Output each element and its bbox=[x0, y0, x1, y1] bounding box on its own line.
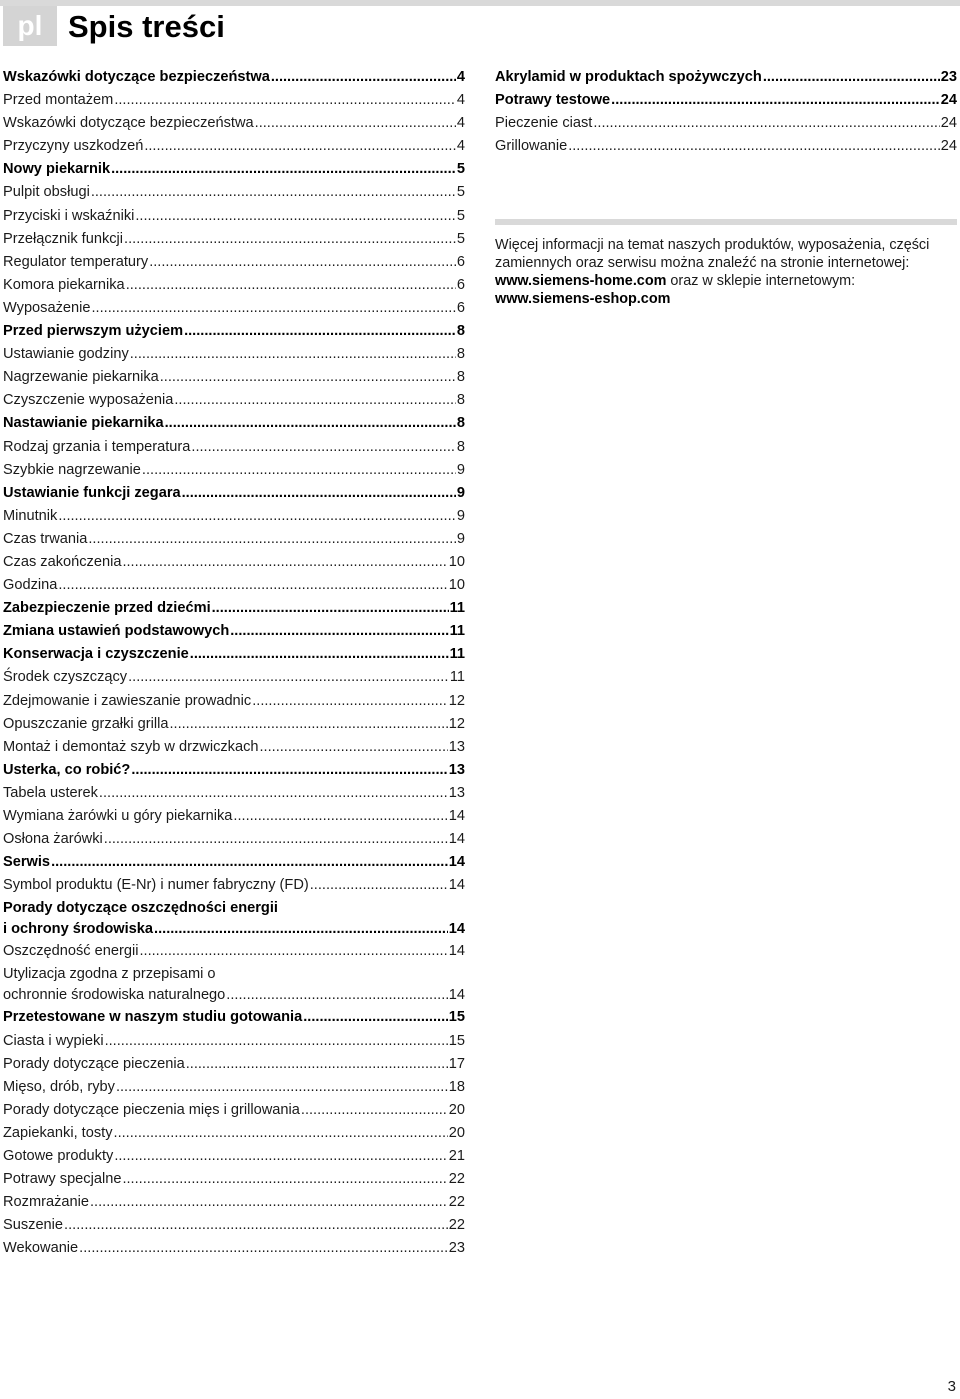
toc-entry-page: 14 bbox=[448, 986, 465, 1003]
toc-entry[interactable] bbox=[3, 828, 465, 851]
toc-entry[interactable] bbox=[3, 135, 465, 158]
toc-entry-page: 5 bbox=[456, 207, 465, 224]
toc-entry-label: Potrawy testowe bbox=[495, 92, 611, 109]
toc-entry[interactable] bbox=[3, 528, 465, 551]
language-badge: pl bbox=[3, 6, 57, 46]
toc-entry[interactable] bbox=[3, 459, 465, 482]
toc-entry-label: Przełącznik funkcji bbox=[3, 230, 124, 247]
toc-entry-label: Akrylamid w produktach spożywczych bbox=[495, 69, 762, 85]
top-rule bbox=[0, 0, 960, 6]
toc-entry-page: 23 bbox=[448, 1240, 465, 1257]
dot-leader bbox=[142, 459, 456, 482]
toc-entry-label: Wskazówki dotyczące bezpieczeństwa bbox=[3, 115, 254, 132]
toc-entry-page: 8 bbox=[456, 346, 465, 363]
dot-leader bbox=[212, 597, 449, 620]
toc-entry-page: 23 bbox=[940, 69, 957, 85]
toc-entry[interactable] bbox=[3, 320, 465, 343]
toc-entry-label: Minutnik bbox=[3, 507, 58, 524]
toc-entry-label: Montaż i demontaż szyb w drzwiczkach bbox=[3, 738, 259, 755]
toc-entry-label-continued: ochronnie środowiska naturalnego bbox=[3, 986, 226, 1003]
toc-right-column bbox=[495, 66, 957, 158]
toc-entry[interactable] bbox=[3, 666, 465, 689]
dot-leader bbox=[233, 805, 447, 828]
toc-entry-label: Środek czyszczący bbox=[3, 669, 128, 686]
toc-entry[interactable] bbox=[3, 963, 465, 1006]
toc-entry-page: 5 bbox=[456, 161, 465, 178]
toc-entry-page: 15 bbox=[448, 1009, 465, 1026]
dot-leader bbox=[611, 89, 940, 112]
dot-leader bbox=[88, 528, 456, 551]
dot-leader bbox=[124, 228, 456, 251]
toc-entry[interactable] bbox=[3, 1076, 465, 1099]
dot-leader bbox=[252, 690, 448, 713]
toc-entry-label: Czas zakończenia bbox=[3, 553, 122, 570]
toc-entry-label: Wyposażenie bbox=[3, 299, 91, 316]
toc-entry-page: 11 bbox=[449, 669, 465, 686]
toc-entry-page: 4 bbox=[456, 115, 465, 132]
toc-entry[interactable] bbox=[3, 297, 465, 320]
toc-entry[interactable] bbox=[3, 1237, 465, 1260]
toc-entry[interactable] bbox=[3, 782, 465, 805]
toc-entry[interactable] bbox=[3, 389, 465, 412]
dot-leader bbox=[255, 112, 456, 135]
toc-entry[interactable] bbox=[3, 759, 465, 782]
toc-entry-page: 4 bbox=[456, 69, 465, 85]
dot-leader bbox=[122, 1168, 447, 1191]
toc-entry-page: 10 bbox=[448, 577, 465, 594]
dot-leader bbox=[226, 985, 447, 1006]
toc-entry-page: 14 bbox=[448, 808, 465, 824]
toc-entry-label: Czas trwania bbox=[3, 530, 88, 547]
dot-leader bbox=[184, 320, 456, 343]
dot-leader bbox=[174, 389, 456, 412]
toc-entry-page: 20 bbox=[448, 1124, 465, 1141]
dot-leader bbox=[105, 1030, 448, 1053]
toc-entry-label: Wskazówki dotyczące bezpieczeństwa bbox=[3, 69, 270, 85]
dot-leader bbox=[186, 1053, 448, 1076]
toc-entry[interactable] bbox=[3, 574, 465, 597]
section-divider bbox=[495, 219, 957, 225]
toc-entry[interactable] bbox=[495, 112, 957, 135]
toc-entry-label: Suszenie bbox=[3, 1217, 64, 1234]
toc-entry-page: 11 bbox=[449, 646, 465, 663]
toc-entry[interactable] bbox=[3, 897, 465, 940]
toc-left-column bbox=[3, 66, 465, 1261]
dot-leader bbox=[114, 89, 456, 112]
toc-entry-label: Ustawianie funkcji zegara bbox=[3, 484, 181, 501]
dot-leader bbox=[58, 574, 447, 597]
toc-entry[interactable] bbox=[3, 1214, 465, 1237]
dot-leader bbox=[301, 1099, 448, 1122]
toc-entry[interactable] bbox=[3, 181, 465, 204]
toc-entry-page: 6 bbox=[456, 276, 465, 293]
toc-entry[interactable] bbox=[3, 551, 465, 574]
dot-leader bbox=[58, 505, 456, 528]
toc-entry[interactable] bbox=[3, 251, 465, 274]
dot-leader bbox=[230, 620, 448, 643]
toc-entry-label: Rozmrażanie bbox=[3, 1194, 89, 1211]
dot-leader bbox=[593, 112, 939, 135]
dot-leader bbox=[144, 135, 456, 158]
toc-entry-label: Porady dotyczące oszczędności energii bbox=[3, 900, 278, 917]
toc-entry-page: 24 bbox=[940, 138, 957, 155]
dot-leader bbox=[169, 713, 447, 736]
toc-entry[interactable] bbox=[3, 66, 465, 89]
toc-entry[interactable] bbox=[3, 851, 465, 874]
toc-entry-label: Grillowanie bbox=[495, 138, 568, 155]
toc-entry[interactable] bbox=[3, 690, 465, 713]
toc-entry-label: Utylizacja zgodna z przepisami o bbox=[3, 966, 216, 983]
toc-entry-label: Osłona żarówki bbox=[3, 831, 103, 848]
toc-entry-label: Regulator temperatury bbox=[3, 253, 149, 270]
dot-leader bbox=[154, 919, 448, 940]
toc-entry[interactable] bbox=[3, 343, 465, 366]
dot-leader bbox=[116, 1076, 448, 1099]
toc-entry-page: 15 bbox=[448, 1032, 465, 1049]
toc-entry-label: Gotowe produkty bbox=[3, 1148, 114, 1165]
page-title: Spis treści bbox=[68, 9, 225, 44]
toc-entry[interactable] bbox=[3, 412, 465, 435]
toc-entry[interactable] bbox=[3, 713, 465, 736]
toc-entry-label: Przed montażem bbox=[3, 92, 114, 109]
toc-entry-page: 6 bbox=[456, 299, 465, 316]
dot-leader bbox=[91, 181, 456, 204]
toc-entry-page: 24 bbox=[940, 115, 957, 132]
dot-leader bbox=[303, 1006, 448, 1029]
toc-entry-page: 22 bbox=[448, 1194, 465, 1211]
toc-entry-label: Komora piekarnika bbox=[3, 276, 125, 293]
toc-entry-label: Mięso, drób, ryby bbox=[3, 1078, 115, 1095]
toc-entry-label: Zmiana ustawień podstawowych bbox=[3, 623, 230, 640]
toc-entry[interactable] bbox=[3, 89, 465, 112]
toc-entry-page: 22 bbox=[448, 1217, 465, 1234]
toc-entry-page: 14 bbox=[448, 854, 465, 871]
toc-entry-label-continued: i ochrony środowiska bbox=[3, 920, 154, 937]
dot-leader bbox=[568, 135, 940, 158]
dot-leader bbox=[182, 482, 456, 505]
dot-leader bbox=[90, 1191, 448, 1214]
dot-leader bbox=[131, 759, 447, 782]
toc-entry[interactable] bbox=[3, 805, 465, 828]
toc-entry-label: Przyciski i wskaźniki bbox=[3, 207, 135, 224]
toc-entry-label: Ciasta i wypieki bbox=[3, 1032, 104, 1049]
dot-leader bbox=[310, 874, 448, 897]
page-number: 3 bbox=[947, 1378, 956, 1395]
toc-entry-page: 24 bbox=[940, 92, 957, 109]
toc-entry-label: Zdejmowanie i zawieszanie prowadnic bbox=[3, 692, 252, 709]
toc-entry-label: Usterka, co robić? bbox=[3, 761, 131, 778]
dot-leader bbox=[139, 940, 447, 963]
toc-entry[interactable] bbox=[3, 736, 465, 759]
toc-entry-page: 8 bbox=[456, 392, 465, 409]
toc-entry-page: 8 bbox=[456, 369, 465, 386]
toc-entry-page: 11 bbox=[449, 600, 465, 617]
dot-leader bbox=[259, 736, 447, 759]
toc-entry[interactable] bbox=[3, 228, 465, 251]
toc-entry[interactable] bbox=[3, 436, 465, 459]
toc-entry-page: 22 bbox=[448, 1171, 465, 1188]
toc-entry-page: 6 bbox=[456, 253, 465, 270]
toc-entry[interactable] bbox=[3, 597, 465, 620]
toc-entry-page: 21 bbox=[448, 1148, 465, 1165]
toc-entry[interactable] bbox=[495, 135, 957, 158]
dot-leader bbox=[190, 643, 449, 666]
toc-entry[interactable] bbox=[495, 66, 957, 89]
toc-entry-label: Przyczyny uszkodzeń bbox=[3, 138, 144, 155]
toc-entry-label: Porady dotyczące pieczenia mięs i grillowania bbox=[3, 1101, 300, 1118]
toc-entry-page: 9 bbox=[456, 484, 465, 501]
dot-leader bbox=[91, 297, 455, 320]
toc-entry[interactable] bbox=[3, 1006, 465, 1029]
dot-leader bbox=[763, 66, 940, 89]
dot-leader bbox=[128, 666, 449, 689]
toc-entry-label: Nowy piekarnik bbox=[3, 161, 111, 178]
toc-entry-label: Opuszczanie grzałki grilla bbox=[3, 715, 169, 732]
dot-leader bbox=[79, 1237, 448, 1260]
toc-entry-page: 18 bbox=[448, 1078, 465, 1095]
info-text-2: oraz w sklepie internetowym: bbox=[666, 273, 856, 289]
toc-entry-page: 20 bbox=[448, 1101, 465, 1118]
toc-entry-label: Wymiana żarówki u góry piekarnika bbox=[3, 808, 233, 824]
toc-entry[interactable] bbox=[3, 1122, 465, 1145]
toc-entry-label: Czyszczenie wyposażenia bbox=[3, 392, 174, 409]
toc-entry-label: Rodzaj grzania i temperatura bbox=[3, 438, 191, 455]
toc-entry[interactable] bbox=[3, 366, 465, 389]
toc-entry-label: Porady dotyczące pieczenia bbox=[3, 1055, 185, 1072]
toc-entry-page: 9 bbox=[456, 461, 465, 478]
toc-entry-page: 14 bbox=[448, 920, 465, 937]
toc-entry-page: 9 bbox=[456, 507, 465, 524]
toc-entry[interactable] bbox=[3, 158, 465, 181]
toc-entry[interactable] bbox=[3, 1191, 465, 1214]
toc-entry-page: 4 bbox=[456, 92, 465, 109]
toc-entry-label: Symbol produktu (E-Nr) i numer fabryczny (FD) bbox=[3, 877, 309, 894]
toc-entry[interactable] bbox=[3, 1053, 465, 1076]
toc-entry-page: 10 bbox=[448, 553, 465, 570]
toc-entry-page: 13 bbox=[448, 738, 465, 755]
dot-leader bbox=[104, 828, 448, 851]
website-link-home[interactable]: www.siemens-home.com bbox=[495, 273, 667, 289]
dot-leader bbox=[160, 366, 456, 389]
toc-entry[interactable] bbox=[3, 874, 465, 897]
toc-entry-page: 13 bbox=[448, 784, 465, 801]
toc-entry[interactable] bbox=[3, 1030, 465, 1053]
toc-entry-page: 14 bbox=[448, 943, 465, 960]
toc-entry-label: Tabela usterek bbox=[3, 784, 98, 801]
website-link-eshop[interactable]: www.siemens-eshop.com bbox=[495, 291, 671, 307]
toc-entry-label: Zabezpieczenie przed dziećmi bbox=[3, 600, 211, 617]
info-paragraph bbox=[495, 236, 957, 308]
toc-entry-label: Potrawy specjalne bbox=[3, 1171, 122, 1188]
toc-entry[interactable] bbox=[3, 620, 465, 643]
toc-entry[interactable] bbox=[3, 940, 465, 963]
toc-entry[interactable] bbox=[3, 1168, 465, 1191]
toc-entry[interactable] bbox=[3, 274, 465, 297]
toc-entry-label: Konserwacja i czyszczenie bbox=[3, 646, 189, 663]
toc-entry-page: 14 bbox=[448, 877, 465, 894]
dot-leader bbox=[149, 251, 456, 274]
toc-entry-page: 12 bbox=[448, 715, 465, 732]
toc-entry-label: Nagrzewanie piekarnika bbox=[3, 369, 159, 386]
dot-leader bbox=[114, 1122, 448, 1145]
toc-entry[interactable] bbox=[3, 643, 465, 666]
toc-entry[interactable] bbox=[3, 1145, 465, 1168]
info-text-1: Więcej informacji na temat naszych produktów, wyposażenia, części zamiennych oraz serwisu można znaleźć na stronie internetowej: bbox=[495, 237, 930, 271]
toc-entry-label: Wekowanie bbox=[3, 1240, 79, 1257]
toc-entry-label: Nastawianie piekarnika bbox=[3, 415, 164, 432]
dot-leader bbox=[51, 851, 448, 874]
toc-entry-page: 8 bbox=[456, 323, 465, 340]
toc-entry-label: Przed pierwszym użyciem bbox=[3, 323, 184, 340]
toc-entry-page: 17 bbox=[448, 1055, 465, 1072]
toc-entry-page: 11 bbox=[449, 623, 465, 640]
dot-leader bbox=[191, 436, 455, 459]
toc-entry-label: Ustawianie godziny bbox=[3, 346, 129, 363]
toc-entry-page: 5 bbox=[456, 184, 465, 201]
dot-leader bbox=[130, 343, 456, 366]
dot-leader bbox=[111, 158, 456, 181]
dot-leader bbox=[271, 66, 456, 89]
dot-leader bbox=[135, 205, 456, 228]
toc-entry-label: Godzina bbox=[3, 577, 58, 594]
toc-entry[interactable] bbox=[3, 112, 465, 135]
dot-leader bbox=[114, 1145, 447, 1168]
dot-leader bbox=[64, 1214, 448, 1237]
toc-entry[interactable] bbox=[3, 205, 465, 228]
toc-entry-label: Pieczenie ciast bbox=[495, 115, 593, 132]
dot-leader bbox=[122, 551, 447, 574]
toc-entry-label: Serwis bbox=[3, 854, 51, 871]
toc-entry-page: 8 bbox=[456, 415, 465, 432]
toc-entry[interactable] bbox=[495, 89, 957, 112]
toc-entry-page: 4 bbox=[456, 138, 465, 155]
dot-leader bbox=[99, 782, 448, 805]
toc-entry-page: 14 bbox=[448, 831, 465, 848]
toc-entry-label: Oszczędność energii bbox=[3, 943, 139, 960]
toc-entry[interactable] bbox=[3, 1099, 465, 1122]
toc-entry-label: Szybkie nagrzewanie bbox=[3, 461, 141, 478]
toc-entry-label: Zapiekanki, tosty bbox=[3, 1124, 113, 1141]
toc-entry[interactable] bbox=[3, 505, 465, 528]
toc-entry-label: Pulpit obsługi bbox=[3, 184, 90, 201]
toc-entry-label: Przetestowane w naszym studiu gotowania bbox=[3, 1009, 303, 1026]
toc-entry[interactable] bbox=[3, 482, 465, 505]
dot-leader bbox=[165, 412, 456, 435]
toc-entry-page: 12 bbox=[448, 692, 465, 709]
toc-entry-page: 5 bbox=[456, 230, 465, 247]
toc-entry-page: 9 bbox=[456, 530, 465, 547]
toc-entry-page: 13 bbox=[448, 761, 465, 778]
toc-entry-page: 8 bbox=[456, 438, 465, 455]
dot-leader bbox=[126, 274, 456, 297]
